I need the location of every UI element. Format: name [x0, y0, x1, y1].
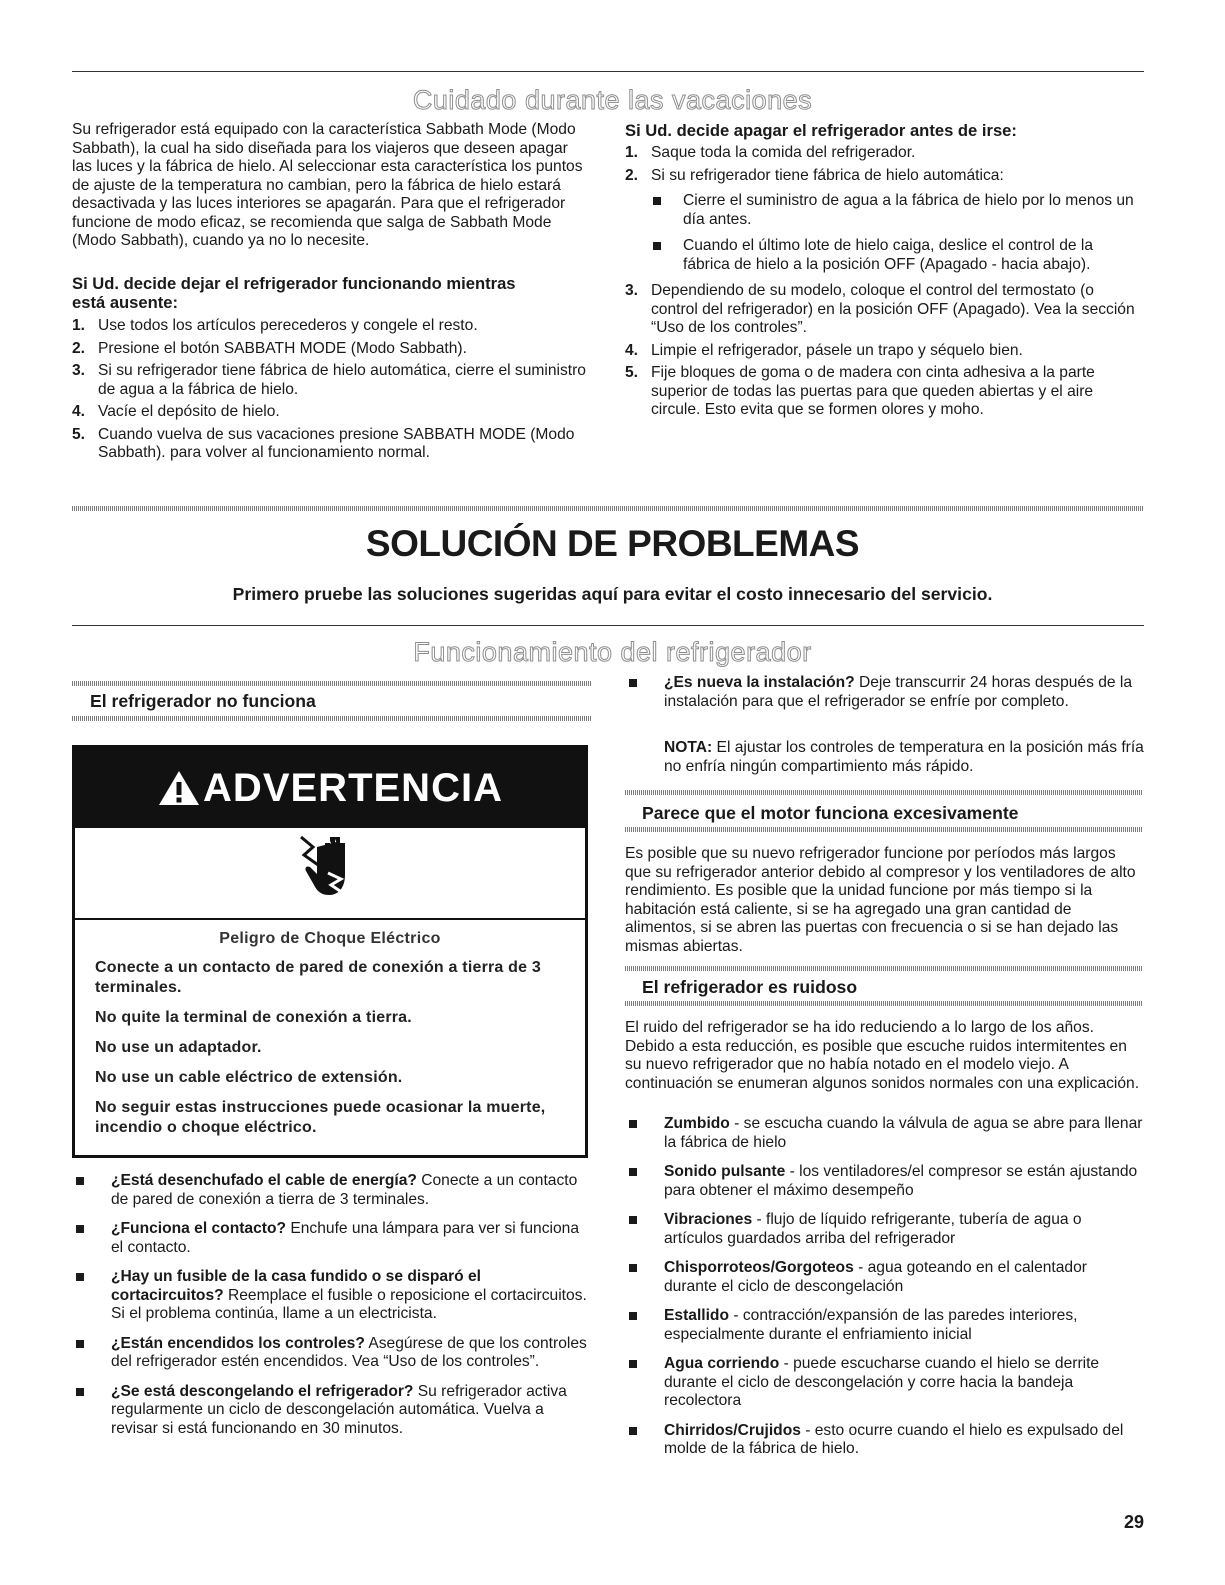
- bullet-square-icon: [653, 197, 661, 205]
- heading-rule-top: [625, 966, 1143, 971]
- section-divider: [72, 506, 1144, 511]
- list-item: Vibraciones - flujo de líquido refrigerante, tubería de agua o artículos guardados arriba del refrigerador: [625, 1211, 1143, 1248]
- refrigerator-operation-title: Funcionamiento del refrigerador: [413, 637, 812, 667]
- list-item: 1. Saque toda la comida del refrigerador.: [625, 144, 916, 161]
- troubleshooting-title: SOLUCIÓN DE PROBLEMAS: [365, 523, 860, 564]
- note-label: NOTA:: [664, 739, 713, 756]
- vacation-right-steps: [625, 144, 1143, 424]
- list-item: ¿Es nueva la instalación? Deje transcurrir 24 horas después de la instalación para que el refrigerador se enfríe por completo.: [625, 674, 1143, 711]
- heading-rule-bottom: [625, 1001, 1143, 1006]
- warning-title: ADVERTENCIA: [203, 765, 503, 810]
- list-item: Agua corriendo - puede escucharse cuando el hielo se derrite durante el ciclo de descongelación y corre hacia la bandeja recolectora: [625, 1355, 1143, 1411]
- bullet-square-icon: [629, 1427, 637, 1435]
- not-running-heading: El refrigerador no funciona: [90, 691, 316, 711]
- bullet-square-icon: [629, 1360, 637, 1368]
- list-item: ¿Está desenchufado el cable de energía? Conecte a un contacto de pared de conexión a tierra de 3 terminales.: [72, 1172, 592, 1209]
- list-item: 1. Use todos los artículos perecederos y congele el resto.: [72, 317, 478, 334]
- troubleshooting-subtitle: Primero pruebe las soluciones sugeridas aquí para evitar el costo innecesario del servicio.: [232, 584, 993, 604]
- not-running-bullets-left: [72, 1172, 592, 1449]
- heading-rule-top: [625, 790, 1143, 795]
- list-item: Cierre el suministro de agua a la fábrica de hielo por lo menos un día antes.: [653, 192, 1143, 229]
- heading-rule-bottom: [72, 716, 592, 721]
- hazard-label: Peligro de Choque Eléctrico: [219, 930, 441, 947]
- list-item: 2. Si su refrigerador tiene fábrica de hielo automática: Cierre el suministro de agua a la fábrica de hielo por lo menos un día antes. Cuando el último lote de hielo caiga, deslice el control de la fábrica de hielo a la posición OFF (Apagado - hacia abajo).: [625, 167, 1143, 275]
- list-item: Estallido - contracción/expansión de las paredes interiores, especialmente durante el enfriamiento inicial: [625, 1307, 1143, 1344]
- list-item: ¿Hay un fusible de la casa fundido o se disparó el cortacircuitos? Reemplace el fusible o reposicione el cortacircuitos. Si el problema continúa, llame a un electricista.: [72, 1268, 592, 1324]
- list-item: Cuando el último lote de hielo caiga, deslice el control de la fábrica de hielo a la posición OFF (Apagado - hacia abajo).: [653, 237, 1143, 274]
- bullet-square-icon: [76, 1177, 84, 1185]
- bullet-square-icon: [76, 1340, 84, 1348]
- vacation-left-heading: Si Ud. decide dejar el refrigerador funcionando mientras está ausente:: [72, 274, 516, 312]
- bullet-square-icon: [629, 1264, 637, 1272]
- ice-maker-sub-list: [653, 192, 1143, 274]
- warning-line: No use un cable eléctrico de extensión.: [95, 1069, 403, 1086]
- list-item: 4. Vacíe el depósito de hielo.: [72, 403, 280, 420]
- shock-icon-area: [75, 828, 585, 920]
- vacation-left-steps: [72, 317, 594, 467]
- list-item: Chisporroteos/Gorgoteos - agua goteando en el calentador durante el ciclo de descongelación: [625, 1259, 1143, 1296]
- page-number: 29: [1123, 1512, 1144, 1532]
- bullet-square-icon: [76, 1273, 84, 1281]
- list-item: 4. Limpie el refrigerador, pásele un trapo y séquelo bien.: [625, 341, 1023, 359]
- section-rule: [72, 625, 1144, 626]
- bullet-square-icon: [629, 679, 637, 687]
- list-item: ¿Funciona el contacto? Enchufe una lámpara para ver si funciona el contacto.: [72, 1220, 592, 1257]
- warning-line: No quite la terminal de conexión a tierra.: [95, 1009, 412, 1026]
- heading-rule-bottom: [625, 827, 1143, 832]
- list-item: Chirridos/Crujidos - esto ocurre cuando el hielo es expulsado del molde de la fábrica de hielo.: [625, 1422, 1143, 1459]
- motor-text: Es posible que su nuevo refrigerador funcione por períodos más largos que su refrigerador anterior debido al compresor y los ventiladores de alto rendimiento. Es posible que la unidad funcione por más tiempo si la habitación está caliente, si se ha agregado una gran cantidad de alimentos, si se abren las puertas con frecuencia o si se han dejado las mismas abiertas.: [625, 845, 1136, 955]
- warning-line: No seguir estas instrucciones puede ocasionar la muerte, incendio o choque eléctrico.: [95, 1099, 546, 1136]
- note-text: El ajustar los controles de temperatura en la posición más fría no enfría ningún compartimiento más rápido.: [664, 739, 1144, 775]
- warning-lines: [75, 948, 585, 1138]
- list-item: 3. Dependiendo de su modelo, coloque el control del termostato (o control del refrigerador) en la posición OFF (Apagado). Vea la sección “Uso de los controles”.: [625, 282, 1135, 336]
- bullet-square-icon: [629, 1168, 637, 1176]
- list-item: ¿Se está descongelando el refrigerador? Su refrigerador activa regularmente un ciclo de descongelación automática. Vuelva a revisar si está funcionando en 30 minutos.: [72, 1383, 592, 1439]
- vacation-right-heading: Si Ud. decide apagar el refrigerador antes de irse:: [625, 121, 1017, 140]
- heading-rule-top: [72, 681, 592, 686]
- bullet-square-icon: [653, 242, 661, 250]
- warning-header: [75, 748, 585, 828]
- vacation-section-title: Cuidado durante las vacaciones: [412, 85, 813, 115]
- list-item: 5. Fije bloques de goma o de madera con cinta adhesiva a la parte superior de todas las puertas para que queden abiertas y el aire circule. Esto evita que se formen olores y moho.: [625, 364, 1095, 418]
- motor-heading: Parece que el motor funciona excesivamente: [642, 803, 1019, 823]
- electric-shock-hand-icon: [295, 833, 365, 913]
- noisy-text: El ruido del refrigerador se ha ido reduciendo a lo largo de los años. Debido a esta reducción, es posible que escuche ruidos intermitentes en su nuevo refrigerador que no había notado en el modelo viejo. A continuación se enumeran algunos sonidos normales con una explicación.: [625, 1019, 1140, 1092]
- bullet-square-icon: [629, 1120, 637, 1128]
- bullet-square-icon: [629, 1312, 637, 1320]
- top-rule: [72, 71, 1144, 72]
- list-item: 3. Si su refrigerador tiene fábrica de hielo automática, cierre el suministro de agua a la fábrica de hielo.: [72, 362, 586, 398]
- bullet-square-icon: [76, 1388, 84, 1396]
- warning-line: No use un adaptador.: [95, 1039, 262, 1056]
- noisy-heading: El refrigerador es ruidoso: [642, 977, 858, 997]
- warning-box: [72, 745, 588, 1158]
- list-item: Zumbido - se escucha cuando la válvula de agua se abre para llenar la fábrica de hielo: [625, 1115, 1143, 1152]
- list-item: 2. Presione el botón SABBATH MODE (Modo Sabbath).: [72, 339, 467, 357]
- list-item: ¿Están encendidos los controles? Asegúrese de que los controles del refrigerador estén encendidos. Vea “Uso de los controles”.: [72, 1335, 592, 1372]
- bullet-square-icon: [629, 1216, 637, 1224]
- vacation-intro: Su refrigerador está equipado con la característica Sabbath Mode (Modo Sabbath), la cual ha sido diseñada para los viajeros que deseen apagar las luces y la fábrica de hielo. Al seleccionar esta característica los puntos de ajuste de la temperatura no cambian, pero la fábrica de hielo estará desactivada y las luces interiores se apagarán. Para que el refrigerador funcione de modo eficaz, se recomienda que salga de Sabbath Mode (Modo Sabbath), cuando ya no lo necesite.: [72, 121, 583, 249]
- warning-triangle-icon: [157, 769, 201, 807]
- list-item: 5. Cuando vuelva de sus vacaciones presione SABBATH MODE (Modo Sabbath). para volver al funcionamiento normal.: [72, 425, 575, 461]
- warning-line: Conecte a un contacto de pared de conexión a tierra de 3 terminales.: [95, 959, 541, 996]
- bullet-square-icon: [76, 1225, 84, 1233]
- not-running-bullets-right: [625, 674, 1143, 722]
- list-item: Sonido pulsante - los ventiladores/el compresor se están ajustando para obtener el máximo desempeño: [625, 1163, 1143, 1200]
- note: [664, 739, 1144, 776]
- noise-list: [625, 1115, 1143, 1470]
